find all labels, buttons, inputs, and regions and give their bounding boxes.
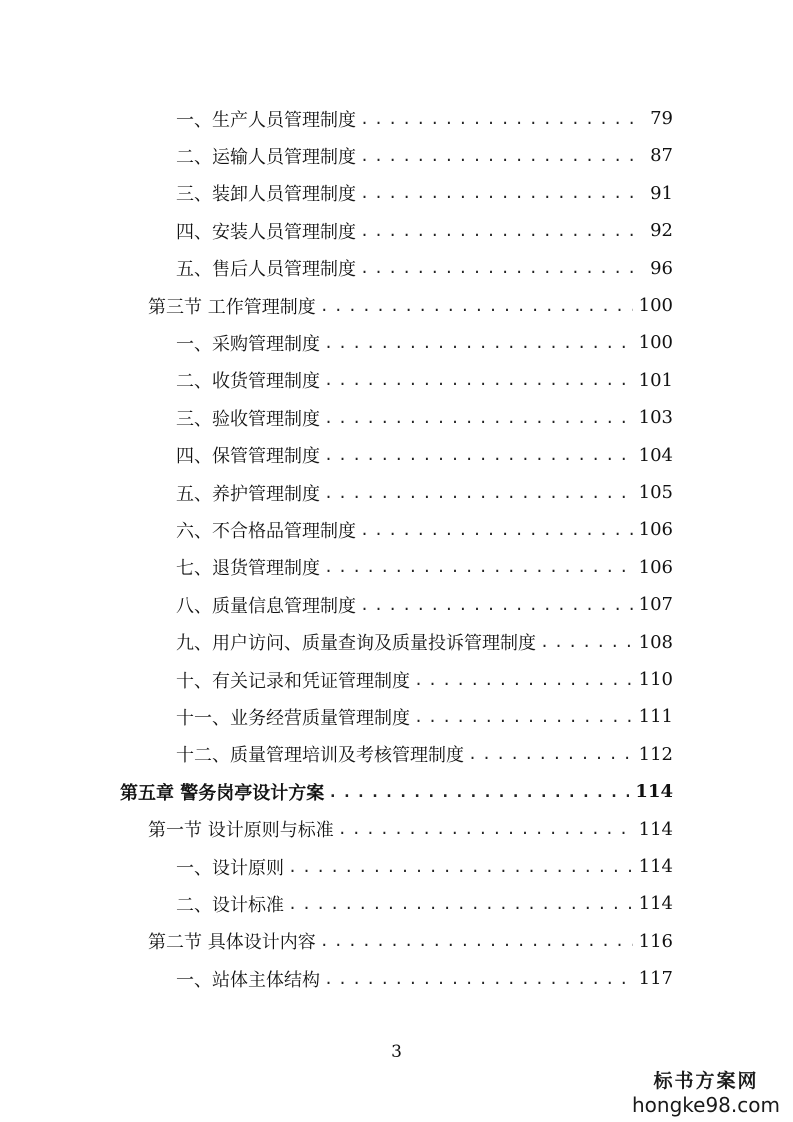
- toc-entry[interactable]: [0, 661, 673, 698]
- toc-entry[interactable]: [0, 100, 673, 137]
- toc-entry[interactable]: [0, 736, 673, 773]
- toc-entry-page: 114: [635, 781, 673, 803]
- toc-entry-title: 七、退货管理制度: [176, 558, 320, 580]
- toc-entry-title: 六、不合格品管理制度: [176, 520, 356, 542]
- toc-entry-title: 五、售后人员管理制度: [176, 259, 356, 281]
- toc-entry-page: 96: [650, 257, 673, 279]
- toc-leader-dots: [360, 521, 633, 539]
- toc-entry-title: 五、养护管理制度: [176, 483, 320, 505]
- toc-leader-dots: [360, 184, 644, 202]
- toc-entry-title: 二、收货管理制度: [176, 371, 320, 393]
- toc-entry[interactable]: [0, 287, 673, 324]
- toc-entry-page: 91: [650, 182, 673, 204]
- toc-entry-page: 111: [638, 706, 673, 728]
- toc-entry-title: 四、安装人员管理制度: [176, 221, 356, 243]
- toc-entry-page: 106: [638, 519, 673, 541]
- toc-entry-page: 100: [638, 332, 673, 354]
- toc-entry-title: 一、采购管理制度: [176, 333, 320, 355]
- toc-leader-dots: [414, 671, 633, 689]
- toc-entry-title: 八、质量信息管理制度: [176, 595, 356, 617]
- toc-entry-page: 114: [638, 856, 673, 877]
- toc-leader-dots: [324, 334, 633, 352]
- toc-entry[interactable]: [0, 250, 673, 287]
- toc-entry-page: 110: [638, 669, 673, 690]
- toc-entry-title: 十、有关记录和凭证管理制度: [176, 670, 410, 692]
- toc-entry-title: 三、装卸人员管理制度: [176, 184, 356, 206]
- page-number: 3: [391, 1042, 402, 1062]
- toc-leader-dots: [360, 259, 644, 277]
- toc-leader-dots: [320, 297, 633, 315]
- toc-leader-dots: [360, 222, 644, 240]
- toc-entry-page: 116: [638, 930, 673, 952]
- toc-entry[interactable]: [0, 624, 673, 661]
- toc-leader-dots: [468, 745, 633, 763]
- toc-entry[interactable]: [0, 923, 673, 960]
- toc-entry[interactable]: [0, 437, 673, 474]
- toc-entry-title: 九、用户访问、质量查询及质量投诉管理制度: [176, 633, 536, 655]
- toc-leader-dots: [320, 932, 633, 950]
- toc-entry-title: 二、设计标准: [176, 894, 284, 916]
- toc-entry[interactable]: [0, 511, 673, 548]
- toc-leader-dots: [288, 858, 633, 876]
- toc-entry-title: 二、运输人员管理制度: [176, 146, 356, 168]
- toc-entry-title: 一、站体主体结构: [176, 969, 320, 991]
- toc-entry[interactable]: [0, 324, 673, 361]
- toc-entry-title: 第三节 工作管理制度: [148, 296, 316, 318]
- toc-entry[interactable]: [0, 586, 673, 623]
- toc-entry[interactable]: [0, 362, 673, 399]
- toc-entry[interactable]: [0, 698, 673, 735]
- toc-entry-title: 第五章 警务岗亭设计方案: [120, 782, 325, 804]
- toc-entry-page: 107: [638, 594, 673, 616]
- toc-entry-page: 100: [638, 295, 673, 316]
- toc-entry-title: 一、设计原则: [176, 857, 284, 879]
- toc-entry-title: 第一节 设计原则与标准: [148, 820, 334, 842]
- toc-entry-page: 101: [638, 369, 673, 391]
- toc-entry-page: 92: [650, 220, 673, 242]
- toc-entry[interactable]: [0, 212, 673, 249]
- toc-entry[interactable]: [0, 811, 673, 848]
- toc-leader-dots: [324, 484, 633, 502]
- toc-leader-dots: [324, 558, 633, 576]
- toc-entry[interactable]: [0, 399, 673, 436]
- toc-entry-page: 112: [638, 743, 673, 765]
- toc-entry-page: 104: [638, 444, 673, 466]
- toc-entry-page: 87: [650, 145, 673, 167]
- toc-entry[interactable]: [0, 885, 673, 922]
- toc-leader-dots: [324, 446, 633, 464]
- toc-entry[interactable]: [0, 773, 673, 810]
- toc-leader-dots: [324, 371, 633, 389]
- toc-entry-title: 十二、质量管理培训及考核管理制度: [176, 745, 464, 767]
- toc-entry-page: 117: [638, 968, 673, 990]
- watermark-url: hongke98.com: [632, 1093, 780, 1117]
- toc-entry-page: 114: [638, 893, 673, 915]
- toc-entry-title: 十一、业务经营质量管理制度: [176, 707, 410, 729]
- toc-entry-title: 四、保管管理制度: [176, 446, 320, 468]
- toc-entry[interactable]: [0, 960, 673, 997]
- toc-entry-title: 一、生产人员管理制度: [176, 109, 356, 131]
- toc-leader-dots: [328, 783, 629, 801]
- toc-leader-dots: [324, 409, 633, 427]
- toc-entry[interactable]: [0, 175, 673, 212]
- toc-entry[interactable]: [0, 549, 673, 586]
- watermark: [631, 1066, 781, 1117]
- toc-entry-page: 79: [650, 108, 673, 129]
- toc-entry[interactable]: [0, 474, 673, 511]
- toc-entry-page: 114: [638, 818, 673, 840]
- toc-leader-dots: [360, 147, 644, 165]
- toc-entry-page: 103: [638, 407, 673, 429]
- toc-entry[interactable]: [0, 848, 673, 885]
- toc-entry-title: 第二节 具体设计内容: [148, 932, 316, 954]
- toc-leader-dots: [414, 708, 633, 726]
- toc-entry-page: 105: [638, 482, 673, 503]
- watermark-name: 标书方案网: [653, 1070, 759, 1092]
- toc-leader-dots: [288, 895, 633, 913]
- toc-entry-page: 106: [638, 556, 673, 578]
- toc-leader-dots: [360, 596, 633, 614]
- toc-leader-dots: [324, 970, 633, 988]
- toc-entry[interactable]: [0, 137, 673, 174]
- toc-entry-title: 三、验收管理制度: [176, 408, 320, 430]
- toc-leader-dots: [338, 820, 633, 838]
- toc-entry-page: 108: [638, 631, 673, 653]
- toc-leader-dots: [360, 110, 644, 128]
- toc-leader-dots: [540, 633, 633, 651]
